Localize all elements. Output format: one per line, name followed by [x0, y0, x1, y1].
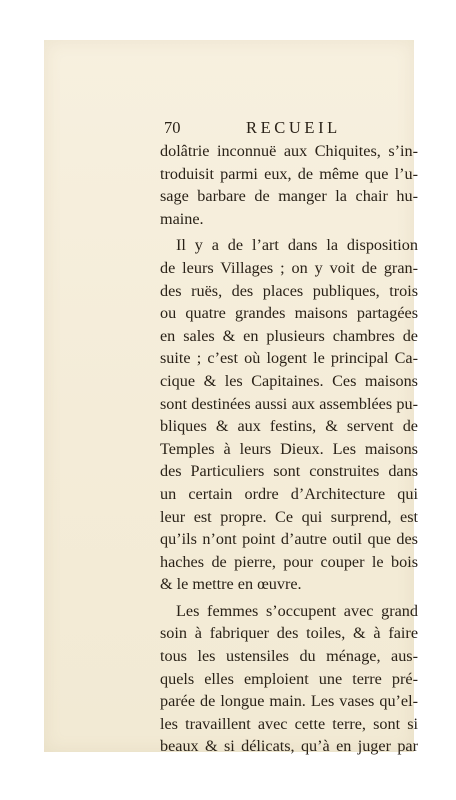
text-line: en sales & en plusieurs chambres de	[160, 326, 418, 345]
text-line: de leurs Villages ; on y voit de gran-	[160, 258, 418, 277]
text-line: troduisit parmi eux, de même que l’u-	[160, 164, 418, 183]
text-line: sont destinées aussi aux assemblées pu-	[160, 394, 418, 413]
text-line: qu’ils n’ont point d’autre outil que des	[160, 530, 418, 549]
text-line: Temples à leurs Dieux. Les maisons	[160, 439, 418, 458]
text-line: suite ; c’est où logent le principal Ca-	[160, 349, 418, 368]
running-head: RECUEIL	[246, 118, 341, 137]
text-line: Les femmes s’occupent avec grand	[176, 601, 418, 620]
text-line: dolâtrie inconnuë aux Chiquites, s’in-	[160, 142, 418, 160]
text-line: soin à fabriquer des toiles, & à faire	[160, 624, 418, 643]
text-line: quels elles emploient une terre pré-	[160, 669, 418, 688]
text-line: haches de pierre, pour couper le bois	[160, 552, 418, 571]
book-page	[44, 40, 418, 756]
page-text	[116, 118, 418, 758]
page-number: 70	[164, 118, 181, 137]
text-line: beaux & si délicats, qu’à en juger par	[160, 737, 418, 756]
paragraph	[116, 140, 418, 230]
text-line: des Particuliers sont construites dans	[160, 462, 418, 481]
text-line: parée de longue main. Les vases qu’el-	[160, 692, 418, 711]
text-line: bliques & aux festins, & servent de	[160, 417, 418, 436]
paragraph	[116, 234, 418, 596]
text-line: & le mettre en œuvre.	[160, 575, 302, 594]
text-line: des ruës, des places publiques, trois	[160, 281, 418, 300]
text-line: ou quatre grandes maisons partagées	[160, 304, 418, 323]
page-header	[116, 118, 418, 140]
text-line: cique & les Capitaines. Ces maisons	[160, 371, 418, 390]
text-line: maine.	[160, 209, 204, 228]
text-line: leur est propre. Ce qui surprend, est	[160, 507, 418, 526]
text-line: un certain ordre d’Architecture qui	[160, 484, 418, 503]
text-line: tous les ustensiles du ménage, aus-	[160, 647, 418, 666]
text-line: Il y a de l’art dans la disposition	[176, 236, 418, 255]
text-line: sage barbare de manger la chair hu-	[160, 187, 418, 206]
paragraph	[116, 600, 418, 758]
text-line: les travaillent avec cette terre, sont si	[160, 714, 418, 733]
